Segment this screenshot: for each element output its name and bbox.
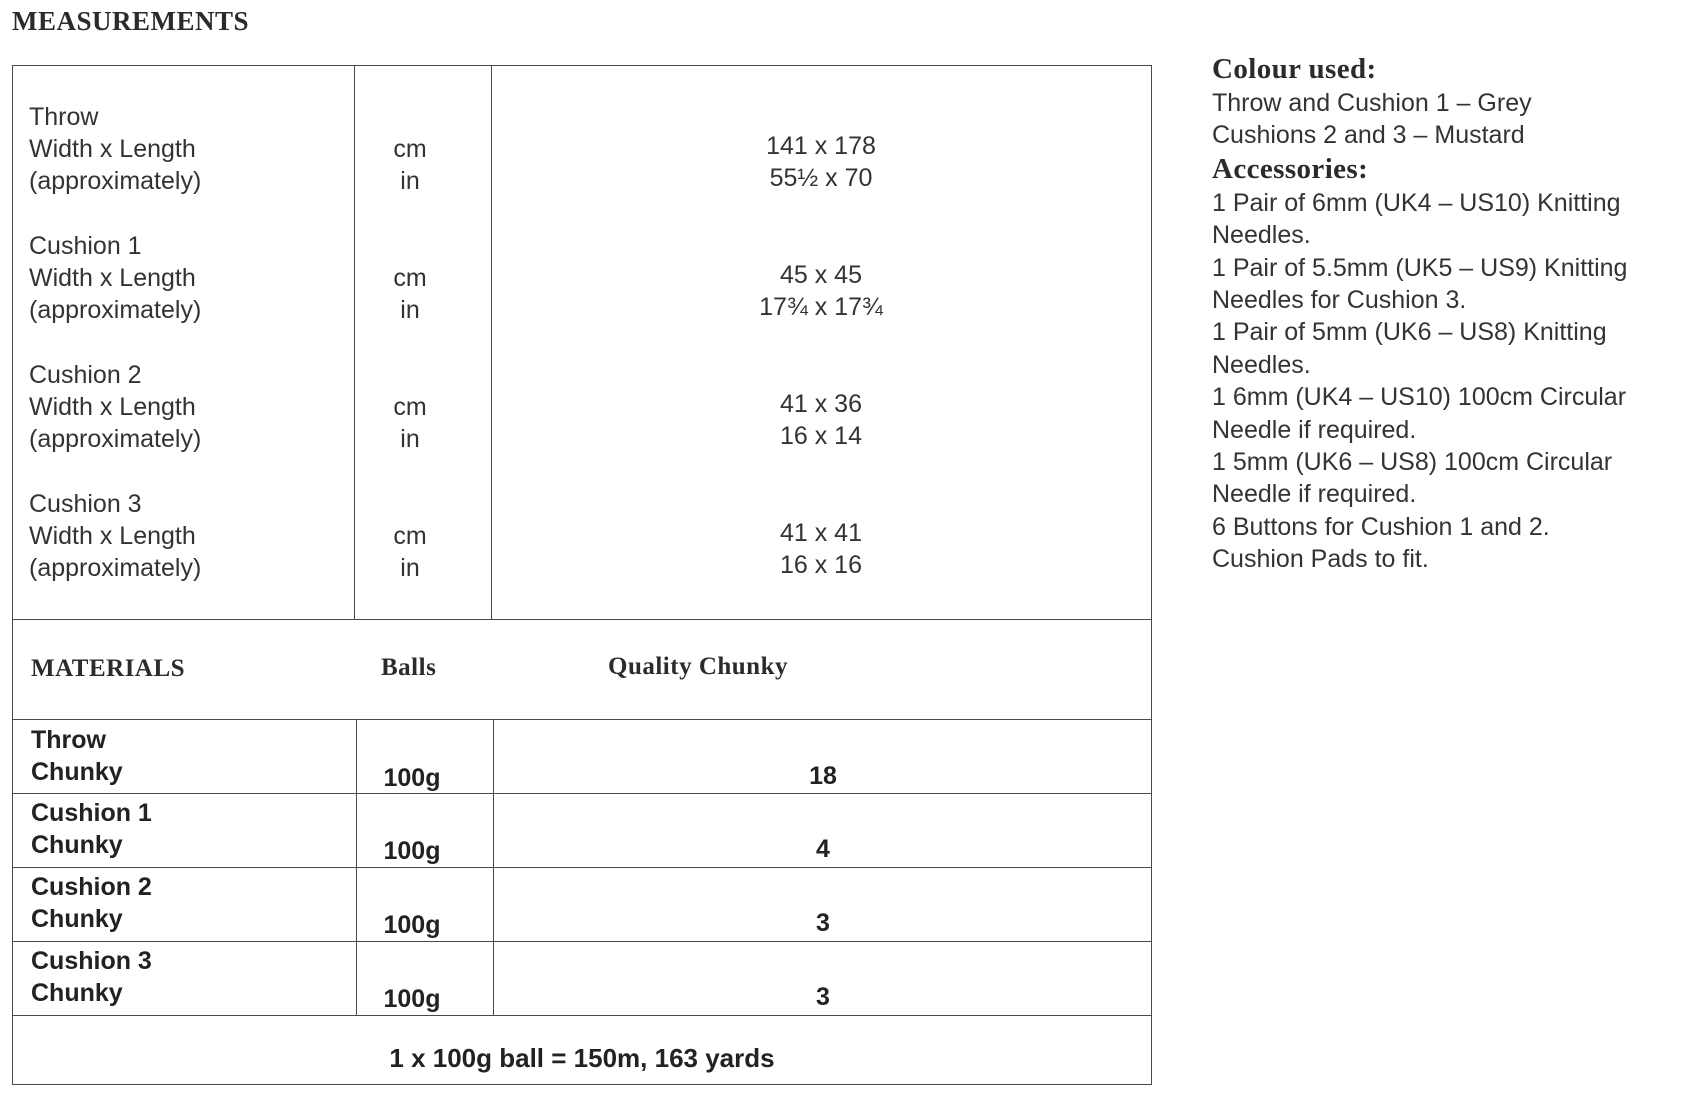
sidebar xyxy=(1212,52,1692,576)
accessory-line: 1 6mm (UK4 – US10) 100cm Circular xyxy=(1212,383,1627,412)
unit-in: in xyxy=(400,425,420,453)
material-balls: 18 xyxy=(809,762,837,790)
colour-heading: Colour used: xyxy=(1212,53,1377,85)
accessory-line: Needle if required. xyxy=(1212,480,1417,509)
unit-cm: cm xyxy=(393,393,427,421)
unit-in: in xyxy=(400,167,420,195)
row-divider xyxy=(13,793,1151,794)
measure-note: (approximately) xyxy=(29,425,202,453)
material-weight: 100g xyxy=(383,911,441,939)
measure-name: Cushion 1 xyxy=(29,232,142,260)
unit-cm: cm xyxy=(393,264,427,292)
measure-note: (approximately) xyxy=(29,296,202,324)
size-in: 16 x 16 xyxy=(779,551,862,579)
quality-heading: Quality Chunky xyxy=(608,653,788,680)
measure-note: (approximately) xyxy=(29,167,202,195)
measure-dimension: Width x Length xyxy=(29,393,196,421)
measure-name: Throw xyxy=(29,103,99,131)
row-divider xyxy=(13,867,1151,868)
accessory-line: Needles for Cushion 3. xyxy=(1212,286,1467,315)
colour-line: Cushions 2 and 3 – Mustard xyxy=(1212,121,1525,150)
section-divider xyxy=(13,619,1151,620)
material-type: Chunky xyxy=(31,979,123,1007)
material-name: Cushion 3 xyxy=(31,947,152,975)
size-in: 16 x 14 xyxy=(779,422,862,450)
material-weight: 100g xyxy=(383,764,441,792)
material-balls: 4 xyxy=(816,835,830,863)
accessory-line: 1 Pair of 5.5mm (UK5 – US9) Knitting xyxy=(1212,253,1628,282)
size-in: 17¾ x 17¾ xyxy=(759,293,883,321)
accessory-line: Needles. xyxy=(1212,350,1311,379)
colour-line: Throw and Cushion 1 – Grey xyxy=(1212,89,1532,117)
materials-heading: MATERIALS xyxy=(31,655,186,682)
measure-note: (approximately) xyxy=(29,554,202,582)
size-cm: 41 x 41 xyxy=(779,519,862,547)
accessory-line: Needles. xyxy=(1212,221,1311,250)
material-type: Chunky xyxy=(31,905,123,933)
unit-cm: cm xyxy=(393,522,427,550)
balls-heading: Balls xyxy=(381,654,437,681)
material-type: Chunky xyxy=(31,831,123,859)
material-name: Cushion 2 xyxy=(31,873,152,901)
row-divider xyxy=(13,941,1151,942)
measure-dimension: Width x Length xyxy=(29,264,196,292)
accessory-line: 6 Buttons for Cushion 1 and 2. xyxy=(1212,512,1550,541)
row-divider xyxy=(13,1015,1151,1016)
material-name: Cushion 1 xyxy=(31,799,152,827)
accessory-line: 1 Pair of 6mm (UK4 – US10) Knitting xyxy=(1212,188,1621,217)
accessory-line: 1 Pair of 5mm (UK6 – US8) Knitting xyxy=(1212,318,1607,347)
measure-name: Cushion 2 xyxy=(29,361,142,389)
material-balls: 3 xyxy=(816,983,830,1011)
accessory-line: 1 5mm (UK6 – US8) 100cm Circular xyxy=(1212,448,1613,477)
unit-cm: cm xyxy=(393,135,427,163)
unit-in: in xyxy=(400,296,420,324)
yardage-note: 1 x 100g ball = 150m, 163 yards xyxy=(389,1043,775,1073)
measure-name: Cushion 3 xyxy=(29,490,142,518)
material-balls: 3 xyxy=(816,909,830,937)
accessories-heading: Accessories: xyxy=(1212,152,1369,185)
material-weight: 100g xyxy=(383,985,441,1013)
size-in: 55½ x 70 xyxy=(769,164,873,192)
size-cm: 45 x 45 xyxy=(779,261,862,289)
size-cm: 141 x 178 xyxy=(766,132,876,160)
accessory-line: Cushion Pads to fit. xyxy=(1212,545,1429,574)
size-cm: 41 x 36 xyxy=(779,390,862,418)
material-weight: 100g xyxy=(383,837,441,865)
measure-dimension: Width x Length xyxy=(29,135,196,163)
material-name: Throw xyxy=(31,726,106,754)
measure-dimension: Width x Length xyxy=(29,522,196,550)
measurements-materials-table xyxy=(12,65,1152,1085)
page-title: MEASUREMENTS xyxy=(12,6,250,36)
material-type: Chunky xyxy=(31,758,123,786)
unit-in: in xyxy=(400,554,420,582)
header-divider xyxy=(13,719,1151,720)
accessory-line: Needle if required. xyxy=(1212,415,1417,444)
